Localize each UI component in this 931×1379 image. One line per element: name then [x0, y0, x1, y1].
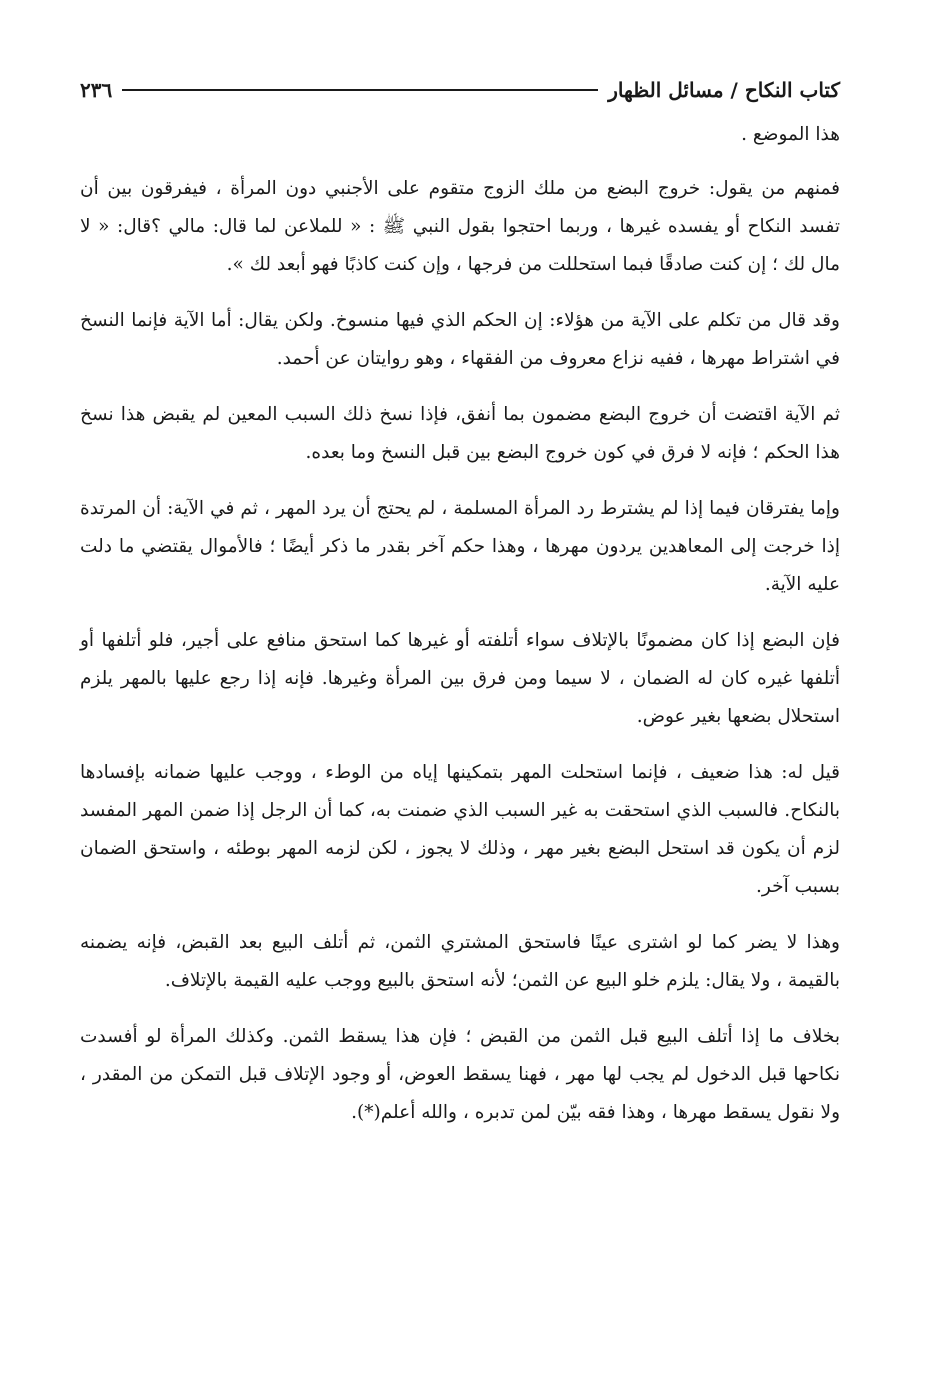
- header-rule: [122, 89, 598, 91]
- paragraph: قيل له: هذا ضعيف ، فإنما استحلت المهر بتمكينها إياه من الوطء ، ووجب عليها ضمانه بإفسادها بالنكاح. فالسبب الذي استحقت به غير السبب الذي ضمنت به، كما أن الرجل إذا ضمن المهر المفسد لزم أن يكون قد استحل البضع بغير مهر ، وذلك لا يجوز ، لكن لزمه المهر بوطئه ، واستحق الضمان بسبب آخر.: [80, 762, 840, 897]
- paragraph: فمنهم من يقول: خروج البضع من ملك الزوج متقوم على الأجنبي دون المرأة ، فيفرقون بين أن تفسد النكاح أو يفسده غيرها ، وربما احتجوا بقول النبي ﷺ : « للملاعن لما قال: مالي ؟قال: « لا مال لك ؛ إن كنت صادقًا فبما استحللت من فرجها ، وإن كنت كاذبًا فهو أبعد لك ».: [80, 178, 840, 275]
- paragraph: وقد قال من تكلم على الآية من هؤلاء: إن الحكم الذي فيها منسوخ. ولكن يقال: أما الآية فإنما النسخ في اشتراط مهرها ، ففيه نزاع معروف من الفقهاء ، وهو روايتان عن أحمد.: [80, 310, 840, 369]
- chapter-title: كتاب النكاح / مسائل الظهار: [608, 78, 840, 102]
- paragraph: هذا الموضع .: [741, 124, 840, 145]
- page-number: ٢٣٦: [80, 78, 113, 102]
- paragraph: وإما يفترقان فيما إذا لم يشترط رد المرأة المسلمة ، لم يحتج أن يرد المهر ، ثم في الآية: أن المرتدة إذا خرجت إلى المعاهدين يردون مهرها ، وهذا حكم آخر بقدر ما ذكر أيضًا ؛ فالأموال يقتضي ما دلت عليه الآية.: [80, 498, 840, 595]
- page-body: [80, 116, 840, 1132]
- book-page: [80, 70, 840, 1340]
- paragraph: بخلاف ما إذا أتلف البيع قبل الثمن من القبض ؛ فإن هذا يسقط الثمن. وكذلك المرأة لو أفسدت نكاحها قبل الدخول لم يجب لها مهر ، فهنا يسقط العوض، أو وجود الإتلاف قبل التمكن من المقدر ، ولا نقول يسقط مهرها ، وهذا فقه بيّن لمن تدبره ، والله أعلم(*).: [80, 1026, 840, 1123]
- paragraph: ثم الآية اقتضت أن خروج البضع مضمون بما أنفق، فإذا نسخ ذلك السبب المعين لم يقبض هذا نسخ هذا الحكم ؛ فإنه لا فرق في كون خروج البضع بين قبل النسخ وما بعده.: [80, 404, 840, 463]
- running-header: [80, 70, 840, 110]
- paragraph: فإن البضع إذا كان مضمونًا بالإتلاف سواء أتلفته أو غيرها كما استحق منافع على أجير، فلو أتلفها أو أتلفها غيره كان له الضمان ، لا سيما ومن فرق بين المرأة وغيرها. فإنه إذا رجع عليها بالمهر يلزم استحلال بضعها بغير عوض.: [80, 630, 840, 727]
- paragraph: وهذا لا يضر كما لو اشترى عينًا فاستحق المشتري الثمن، ثم أتلف البيع بعد القبض، فإنه يضمنه بالقيمة ، ولا يقال: يلزم خلو البيع عن الثمن؛ لأنه استحق بالبيع ووجب عليه القيمة بالإتلاف.: [80, 932, 840, 991]
